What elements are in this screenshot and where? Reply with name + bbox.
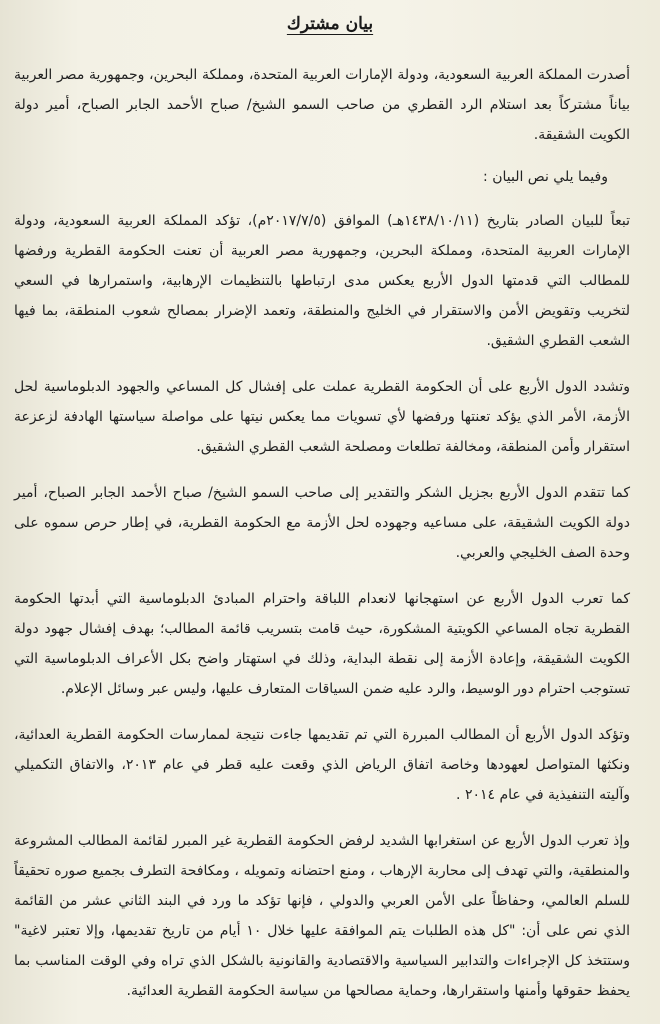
paragraph-3: كما تتقدم الدول الأربع بجزيل الشكر والتقدير إلى صاحب السمو الشيخ/ صباح الأحمد الجابر الصباح، أمير دولة الكويت الشقيقة، على مساعيه وجهوده لحل الأزمة مع الحكومة القطرية، في إطار حرص سموه على وحدة الصف الخليجي والعربي. [14,485,630,561]
paragraph-5: وتؤكد الدول الأربع أن المطالب المبررة التي تم تقديمها جاءت نتيجة لممارسات الحكومة القطرية العدائية، ونكثها المتواصل لعهودها وخاصة اتفاق الرياض الذي وقعت عليه قطر في عام ٢٠١٣، والاتفاق التكميلي وآليته التنفيذية في عام ٢٠١٤ . [14,727,630,803]
intro-paragraph: أصدرت المملكة العربية السعودية، ودولة الإمارات العربية المتحدة، ومملكة البحرين، وجمهورية مصر العربية بياناً مشتركاً بعد استلام الرد القطري من صاحب السمو الشيخ/ صباح الأحمد الجابر الصباح، أمير دولة الكويت الشقيقة. [14,67,630,143]
paragraph-1: تبعاً للبيان الصادر بتاريخ (١٤٣٨/١٠/١١هـ) الموافق (٢٠١٧/٧/٥م)، تؤكد المملكة العربية السعودية، ودولة الإمارات العربية المتحدة، ومملكة البحرين، وجمهورية مصر العربية أن تعنت الحكومة القطرية ورفضها للمطالب التي قدمتها الدول الأربع يعكس مدى ارتباطها بالتنظيمات الإرهابية، واستمرارها في السعي لتخريب وتقويض الأمن والاستقرار في الخليج والمنطقة، وتعمد الإضرار بمصالح شعوب المنطقة، بما فيها الشعب القطري الشقيق. [14,213,630,349]
paragraph-4: كما تعرب الدول الأربع عن استهجانها لانعدام اللباقة واحترام المبادئ الدبلوماسية التي أبدتها الحكومة القطرية تجاه المساعي الكويتية المشكورة، حيث قامت بتسريب قائمة المطالب؛ بهدف إفشال جهود دولة الكويت الشقيقة، وإعادة الأزمة إلى نقطة البداية، وذلك في استهتار واضح بكل الأعراف الدبلوماسية التي تستوجب احترام دور الوسيط، والرد عليه ضمن السياقات المتعارف عليها، وليس عبر وسائل الإعلام. [14,591,630,697]
document-body [14,60,630,1022]
paragraph-2: وتشدد الدول الأربع على أن الحكومة القطرية عملت على إفشال كل المساعي والجهود الدبلوماسية لحل الأزمة، الأمر الذي يؤكد تعنتها ورفضها لأي تسويات مما يعكس نيتها على مواصلة سياستها الهادفة لزعزعة استقرار وأمن المنطقة، ومخالفة تطلعات ومصلحة الشعب القطري الشقيق. [14,379,630,455]
document-title: بيان مشترك [286,14,374,34]
statement-lead: وفيما يلي نص البيان : [483,169,608,185]
paragraph-6: وإذ تعرب الدول الأربع عن استغرابها الشديد لرفض الحكومة القطرية غير المبرر لقائمة المطالب المشروعة والمنطقية، والتي تهدف إلى محاربة الإرهاب ، ومنع احتضانه وتمويله ، ومكافحة التطرف بجميع صوره تحقيقاً للسلم العالمي، وحفاظاً على الأمن العربي والدولي ، فإنها تؤكد ما ورد في البند الثاني عشر من القائمة الذي نص على أن: "كل هذه الطلبات يتم الموافقة عليها خلال ١٠ أيام من تاريخ تقديمها، وإلا تعتبر لاغية" وستتخذ كل الإجراءات والتدابير السياسية والاقتصادية والقانونية بالشكل الذي تراه وفي الوقت المناسب بما يحفظ حقوقها وأمنها واستقرارها، وحماية مصالحها من سياسة الحكومة القطرية العدائية. [14,833,631,999]
